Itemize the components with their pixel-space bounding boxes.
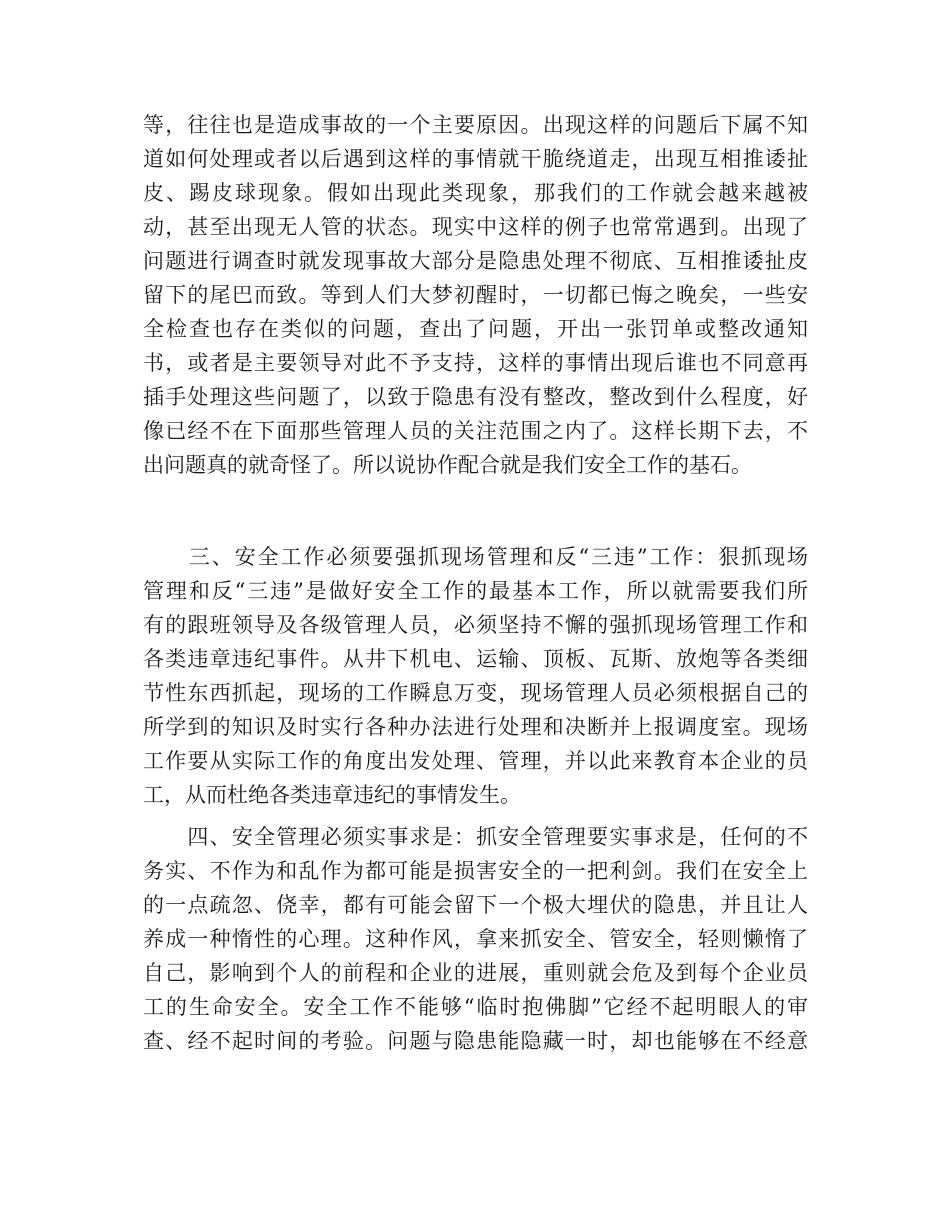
text-line: 节性东西抓起，现场的工作瞬息万变，现场管理人员必须根据自己的	[143, 681, 808, 705]
text-line: 查、经不起时间的考验。问题与隐患能隐藏一时，却也能够在不经意	[143, 1029, 808, 1053]
text-line: 管理和反“三违”是做好安全工作的最基本工作，所以就需要我们所	[143, 579, 808, 603]
section-heading-line: 四、安全管理必须实事求是：抓安全管理要实事求是，任何的不	[143, 825, 808, 849]
text-line: 出问题真的就奇怪了。所以说协作配合就是我们安全工作的基石。	[143, 453, 752, 477]
paragraph-section-three	[143, 540, 808, 812]
paragraph-cooperation	[143, 108, 808, 482]
text-line: 工作要从实际工作的角度出发处理、管理，并以此来教育本企业的员	[143, 749, 808, 773]
text-line: 动，甚至出现无人管的状态。现实中这样的例子也常常遇到。出现了	[143, 215, 808, 239]
text-line: 的一点疏忽、侥幸，都有可能会留下一个极大埋伏的隐患，并且让人	[143, 893, 808, 917]
paragraph-section-four	[143, 820, 808, 1058]
text-line: 自己，影响到个人的前程和企业的进展，重则就会危及到每个企业员	[143, 961, 808, 985]
text-line: 书，或者是主要领导对此不予支持，这样的事情出现后谁也不同意再	[143, 351, 808, 375]
text-line: 务实、不作为和乱作为都可能是损害安全的一把利剑。我们在安全上	[143, 859, 808, 883]
text-line: 各类违章违纪事件。从井下机电、运输、顶板、瓦斯、放炮等各类细	[143, 647, 808, 671]
text-line: 有的跟班领导及各级管理人员，必须坚持不懈的强抓现场管理工作和	[143, 613, 808, 637]
text-line: 养成一种惰性的心理。这种作风，拿来抓安全、管安全，轻则懒惰了	[143, 927, 808, 951]
text-line: 全检查也存在类似的问题，查出了问题，开出一张罚单或整改通知	[143, 317, 808, 341]
text-line: 像已经不在下面那些管理人员的关注范围之内了。这样长期下去，不	[143, 419, 808, 443]
text-line: 插手处理这些问题了，以致于隐患有没有整改，整改到什么程度，好	[143, 385, 808, 409]
text-line: 等，往往也是造成事故的一个主要原因。出现这样的问题后下属不知	[143, 113, 808, 137]
text-line: 皮、踢皮球现象。假如出现此类现象，那我们的工作就会越来越被	[143, 181, 808, 205]
text-line: 道如何处理或者以后遇到这样的事情就干脆绕道走，出现互相推诿扯	[143, 147, 808, 171]
text-line: 所学到的知识及时实行各种办法进行处理和决断并上报调度室。现场	[143, 715, 808, 739]
text-line: 问题进行调查时就发现事故大部分是隐患处理不彻底、互相推诿扯皮	[143, 249, 808, 273]
section-heading-line: 三、安全工作必须要强抓现场管理和反“三违”工作：狠抓现场	[143, 545, 808, 569]
text-line: 工的生命安全。安全工作不能够“临时抱佛脚”它经不起明眼人的审	[143, 995, 808, 1019]
text-line: 留下的尾巴而致。等到人们大梦初醒时，一切都已悔之晚矣，一些安	[143, 283, 808, 307]
text-line: 工，从而杜绝各类违章违纪的事情发生。	[143, 783, 521, 807]
